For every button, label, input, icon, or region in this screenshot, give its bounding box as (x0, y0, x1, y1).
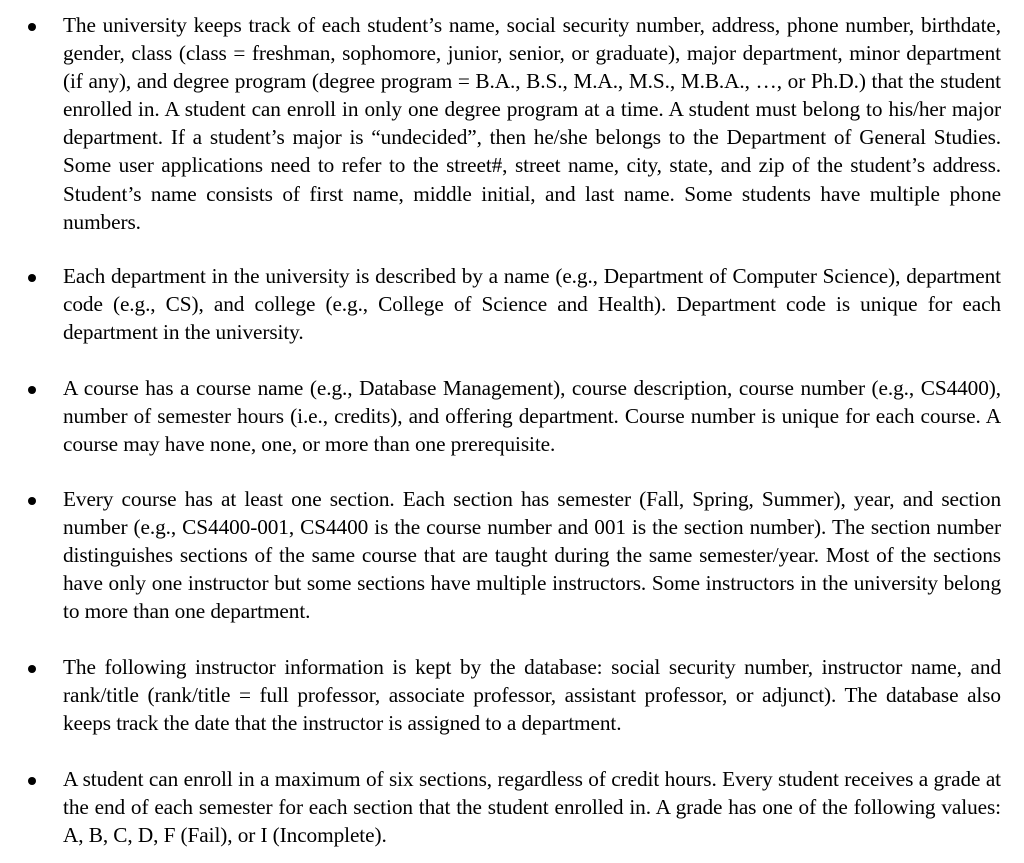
paragraph-course-info: A course has a course name (e.g., Database Management), course description, course number (e.g., CS4400), number of semester hours (i.e., credits), and offering department. Course number is unique for each course. A course may have none, one, or more than one prerequisite. (63, 376, 1001, 457)
paragraph-enrollment-info: A student can enroll in a maximum of six sections, regardless of credit hours. Every student receives a grade at the end of each semester for each section that the student enrolled in. A grade has one of the following values: A, B, C, D, F (Fail), or I (Incomplete). (63, 767, 1001, 848)
bullet-icon (28, 777, 36, 785)
bullet-icon (28, 23, 36, 31)
bullet-icon (28, 386, 36, 394)
bullet-icon (28, 497, 36, 505)
paragraph-student-info: The university keeps track of each student’s name, social security number, address, phone number, birthdate, gender, class (class = freshman, sophomore, junior, senior, or graduate), major department, minor department (if any), and degree program (degree program = B.A., B.S., M.A., M.S., M.B.A., …, or Ph.D.) that the student enrolled in. A student can enroll in only one degree program at a time. A student must belong to his/her major department. If a student’s major is “undecided”, then he/she belongs to the Department of General Studies. Some user applications need to refer to the street#, street name, city, state, and zip of the student’s address. Student’s name consists of first name, middle initial, and last name. Some students have multiple phone numbers. (63, 13, 1001, 234)
bullet-icon (28, 665, 36, 673)
paragraph-instructor-info: The following instructor information is kept by the database: social security number, instructor name, and rank/title (rank/title = full professor, associate professor, assistant professor, or adjunct). The database also keeps track the date that the instructor is assigned to a department. (63, 655, 1001, 736)
bullet-icon (28, 274, 36, 282)
paragraph-section-info: Every course has at least one section. Each section has semester (Fall, Spring, Summer), year, and section number (e.g., CS4400-001, CS4400 is the course number and 001 is the section number). The section number distinguishes sections of the same course that are taught during the same semester/year. Most of the sections have only one instructor but some sections have multiple instructors. Some instructors in the university belong to more than one department. (63, 487, 1001, 624)
paragraph-department-info: Each department in the university is described by a name (e.g., Department of Computer Science), department code (e.g., CS), and college (e.g., College of Science and Health). Department code is unique for each department in the university. (63, 264, 1001, 345)
